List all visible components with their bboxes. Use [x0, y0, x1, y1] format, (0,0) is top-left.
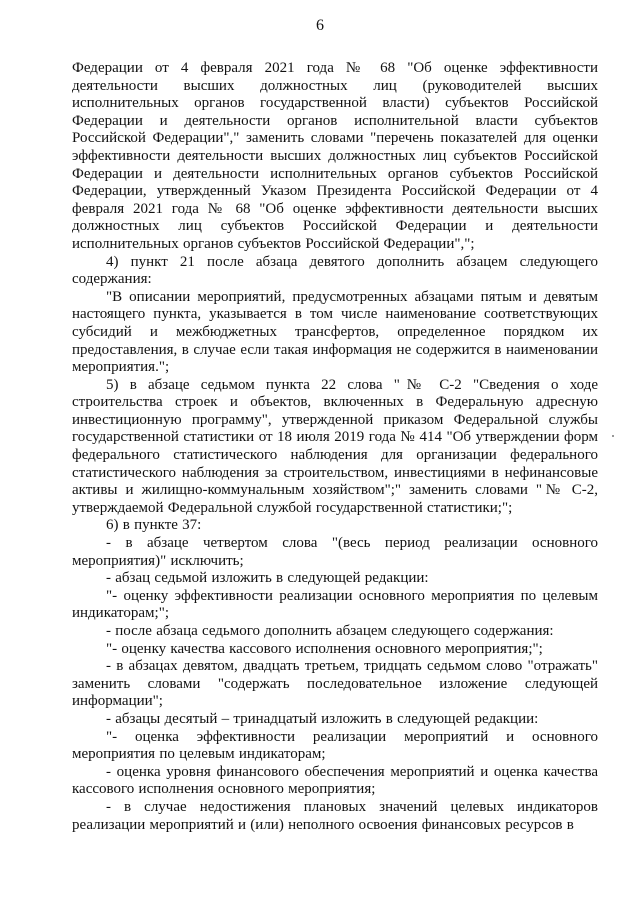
page-number: 6: [316, 17, 324, 34]
paragraph-10: "- оценку качества кассового исполнения основного мероприятия;";: [106, 640, 543, 657]
paragraph-5: 6) в пункте 37:: [106, 517, 202, 534]
paragraph-12: - абзацы десятый – тринадцатый изложить в следующей редакции:: [106, 710, 539, 727]
paragraph-7: - абзац седьмой изложить в следующей редакции:: [106, 570, 429, 587]
paragraph-2: 4) пункт 21 после абзаца девятого дополнить абзацем следующего содержания:: [72, 253, 598, 288]
paragraph-3: "В описании мероприятий, предусмотренных абзацами пятым и девятым настоящего пункта, указывается в том числе наименование соответствующих субсидий и межбюджетных трансфертов, определенное порядком их предоставления, в случае если такая информация не содержится в наименовании мероприятия.";: [72, 288, 598, 376]
document-body: [72, 60, 598, 834]
paragraph-15: - в случае недостижения плановых значений целевых индикаторов реализации мероприятий и (или) неполного освоения финансовых ресурсов в: [72, 798, 598, 833]
paragraph-13: "- оценка эффективности реализации мероприятий и основного мероприятия по целевым индикаторам;: [72, 728, 598, 763]
paragraph-6: - в абзаце четвертом слова "(весь период реализации основного мероприятия)" исключить;: [72, 535, 598, 569]
paragraph-11: - в абзацах девятом, двадцать третьем, тридцать седьмом слово "отражать" заменить словами "содержать последовательное изложение следующей информации";: [72, 658, 598, 710]
paragraph-8: "- оценку эффективности реализации основного мероприятия по целевым индикаторам;";: [72, 587, 598, 622]
paragraph-1: Федерации от 4 февраля 2021 года № 68 "Об оценке эффективности деятельности высших должностных лиц (руководителей высших исполнительных органов государственной власти) субъектов Российской Федерации и деятельности органов исполнительной власти субъектов Российской Федерации"," заменить словами "перечень показателей для оценки эффективности деятельности высших должностных лиц субъектов Российской Федерации и деятельности исполнительных органов субъектов Российской Федерации, утвержденный Указом Президента Российской Федерации от 4 февраля 2021 года № 68 "Об оценке эффективности деятельности высших должностных лиц субъектов Российской Федерации и деятельности исполнительных органов субъектов Российской Федерации",";: [72, 60, 598, 252]
scan-speck: [612, 435, 614, 437]
paragraph-9: - после абзаца седьмого дополнить абзацем следующего содержания:: [106, 623, 554, 639]
paragraph-14: - оценка уровня финансового обеспечения мероприятий и оценка качества кассового исполнения основного мероприятия;: [72, 763, 598, 798]
paragraph-4: 5) в абзаце седьмом пункта 22 слова "№ С-2 "Сведения о ходе строительства строек и объектов, включенных в Федеральную адресную инвестиционную программу", утвержденной приказом Федеральной службы государственной статистики от 18 июля 2019 года № 414 "Об утверждении форм федерального статистического наблюдения для организации федерального статистического наблюдения за строительством, инвестициями в нефинансовые активы и жилищно-коммунальным хозяйством";" заменить словами "№ С-2, утверждаемой Федеральной службой государственной статистики;";: [72, 376, 598, 516]
